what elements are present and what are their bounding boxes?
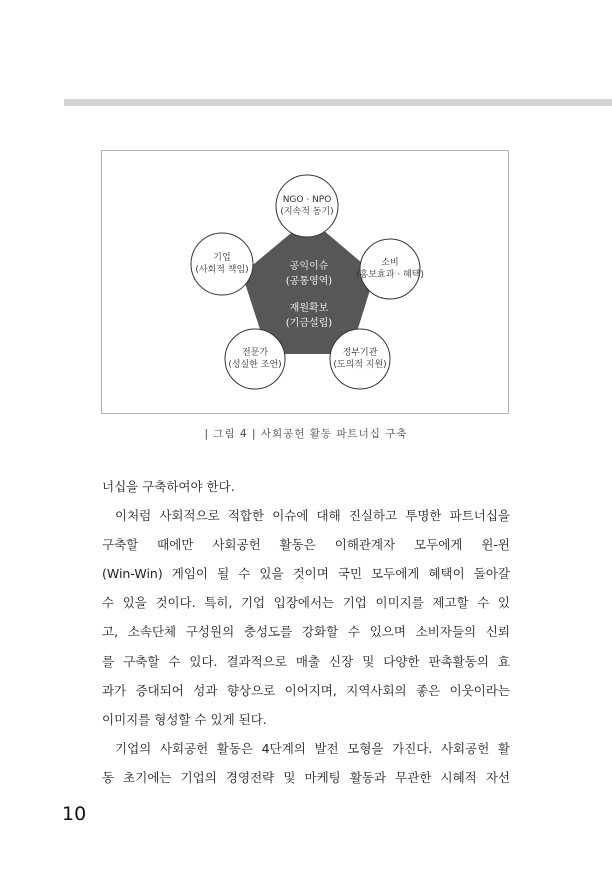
partnership-diagram bbox=[102, 151, 510, 415]
paragraph-line: (Win-Win) 게임이 될 수 있을 것이며 국민 모두에게 혜택이 돌아갈 bbox=[102, 566, 510, 582]
node-ngo bbox=[276, 175, 338, 237]
figure-caption: | 그림 4 | 사회공헌 활동 파트너십 구축 bbox=[204, 428, 408, 440]
node-government-sub: (도의적 지원) bbox=[333, 360, 387, 370]
paragraph-line: 이처럼 사회적으로 적합한 이슈에 대해 진실하고 투명한 파트너십을 bbox=[115, 508, 510, 524]
center-label-1: 공익이슈 bbox=[289, 261, 329, 272]
paragraph-line: 과가 증대되어 성과 향상으로 이어지며, 지역사회의 좋은 이웃이라는 bbox=[102, 682, 510, 698]
body-text bbox=[102, 472, 510, 792]
paragraph-line: 너십을 구축하여야 한다. bbox=[102, 479, 235, 494]
paragraph-line: 고, 소속단체 구성원의 충성도를 강화할 수 있으며 소비자들의 신뢰 bbox=[102, 624, 510, 640]
paragraph-line: 기업의 사회공헌 활동은 4단계의 발전 모형을 가진다. 사회공헌 활 bbox=[115, 740, 510, 756]
node-company-sub: (사회적 책임) bbox=[195, 265, 249, 275]
center-label-3: 재원확보 bbox=[289, 303, 329, 314]
paragraph-line: 이미지를 형성할 수 있게 된다. bbox=[102, 711, 267, 727]
node-consumer-title: 소비 bbox=[381, 258, 399, 268]
node-expert-title: 전문가 bbox=[241, 348, 269, 358]
paragraph-line: 를 구축할 수 있다. 결과적으로 매출 신장 및 다양한 판촉활동의 효 bbox=[102, 653, 510, 669]
node-government-title: 정부기관 bbox=[342, 348, 378, 358]
node-consumer-sub: (홍보효과 · 혜택) bbox=[356, 270, 424, 280]
page-number: 10 bbox=[62, 803, 87, 825]
header-rule bbox=[64, 99, 612, 106]
node-government bbox=[330, 329, 390, 389]
center-label-2: (공통영역) bbox=[285, 276, 333, 287]
paragraph-line: 동 초기에는 기업의 경영전략 및 마케팅 활동과 무관한 시혜적 자선 bbox=[102, 769, 510, 785]
node-company-title: 기업 bbox=[213, 253, 231, 263]
node-expert bbox=[225, 329, 285, 389]
node-expert-sub: (성실한 조언) bbox=[228, 360, 282, 370]
center-label-4: (기금설립) bbox=[285, 318, 333, 329]
node-ngo-sub: (지속적 동기) bbox=[280, 207, 334, 217]
node-company bbox=[191, 233, 253, 295]
node-ngo-title: NGO · NPO bbox=[282, 195, 332, 205]
partnership-figure bbox=[101, 150, 509, 414]
paragraph-line: 수 있을 것이다. 특히, 기업 입장에서는 기업 이미지를 제고할 수 있 bbox=[102, 595, 510, 611]
paragraph-line: 구축할 때에만 사회공헌 활동은 이해관계자 모두에게 윈-윈 bbox=[102, 537, 510, 553]
